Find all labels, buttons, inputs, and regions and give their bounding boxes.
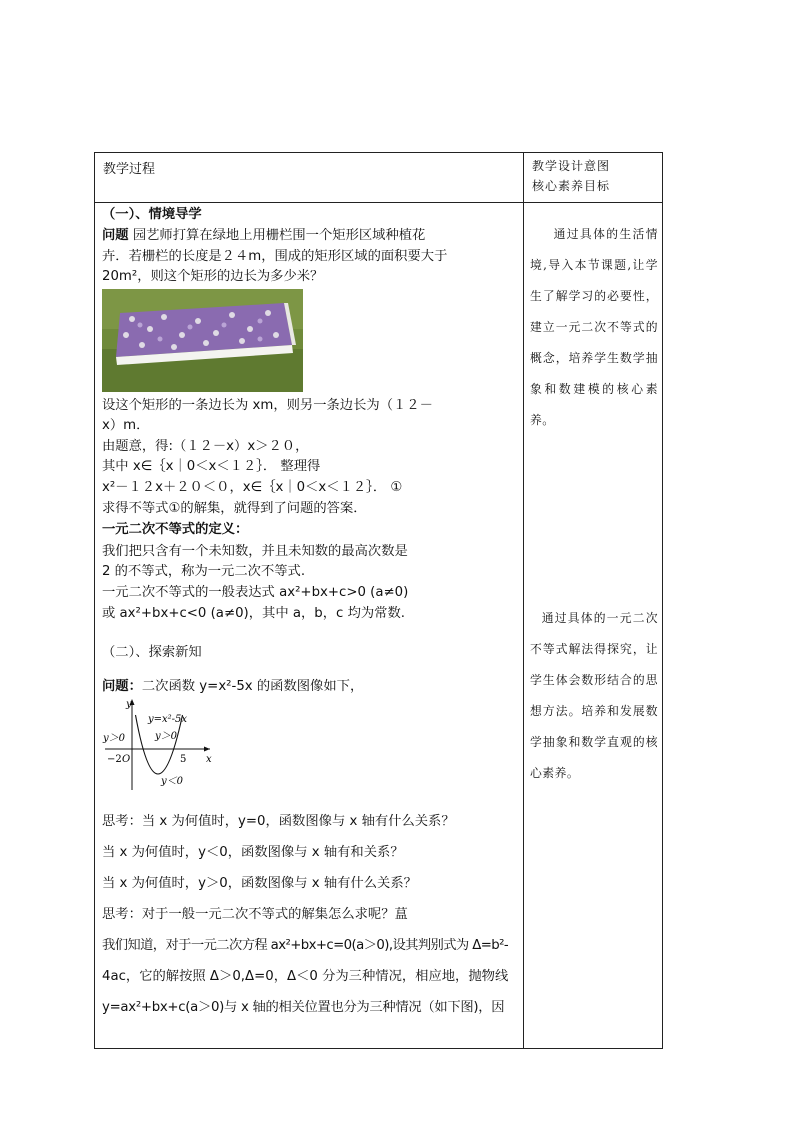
y-negative-label: y＜0 (161, 776, 184, 787)
design-intent-note-1 (530, 219, 658, 436)
setup-line-4: 其中 x∈｛x｜0＜x＜１２｝． 整理得 (102, 459, 321, 474)
x-axis-label: x (206, 754, 212, 765)
tick-5-label: 5 (180, 754, 187, 765)
y-positive-left-label: y＞0 (103, 733, 126, 744)
definition-line-1: 我们把只含有一个未知数，并且未知数的最高次数是 (102, 544, 408, 559)
problem-line-1 (102, 226, 425, 246)
discriminant-line-1: 我们知道，对于一元二次方程 ax²+bx+c=0(a＞0),设其判别式为 Δ=b²- (102, 938, 509, 953)
origin-label: O (122, 754, 131, 765)
discriminant-line-2: 4ac，它的解按照 Δ＞0,Δ=0，Δ＜0 分为三种情况，相应地，抛物线 (102, 969, 509, 984)
section2-problem (102, 677, 363, 697)
header-design-intent (532, 156, 610, 196)
header-right-line2: 核心素养目标 (532, 179, 611, 193)
section2-problem-text: 二次函数 y=x²-5x 的函数图像如下， (141, 679, 364, 694)
definition-title: 一元二次不等式的定义： (102, 522, 249, 537)
design-intent-note-1-text: 通过具体的生活情境,导入本节课题,让学生了解学习的必要性，建立一元二次不等式的概念，培养学生数学抽象和数建模的核心素养。 (530, 227, 658, 427)
header-right-line1: 教学设计意图 (532, 159, 611, 173)
problem-text-1: 园艺师打算在绿地上用栅栏围一个矩形区域种植花 (128, 228, 426, 243)
setup-line-1: 设这个矩形的一条边长为 xm，则另一条边长为（１２－ (102, 398, 433, 413)
discriminant-line-3: y=ax²+bx+c(a＞0)与 x 轴的相关位置也分为三种情况（如下图)，因 (102, 1000, 505, 1015)
problem-label: 问题 (102, 228, 129, 243)
design-intent-note-2-text: 通过具体的一元二次不等式解法得探究，让学生体会数形结合的思想方法。培养和发展数学抽象和数学直观的核心素养。 (530, 611, 658, 780)
think-question-4: 思考：对于一般一元二次不等式的解集怎么求呢？蒀 (102, 907, 408, 922)
section1-title: （一）、情境导学 (102, 207, 202, 222)
think-question-2: 当 x 为何值时，y＜0，函数图像与 x 轴有和关系？ (102, 845, 404, 860)
setup-line-6: 求得不等式①的解集，就得到了问题的答案． (102, 501, 367, 516)
think-question-1: 思考：当 x 为何值时，y=0，函数图像与 x 轴有什么关系？ (102, 814, 455, 829)
flower-bed-photo (102, 289, 303, 392)
parabola-graph (102, 697, 214, 792)
section2-problem-label: 问题： (102, 679, 142, 694)
setup-line-2: x）m． (102, 418, 150, 433)
y-axis-label: y (126, 699, 132, 710)
column-divider (523, 153, 524, 1048)
x-axis-arrow (204, 747, 210, 752)
header-teaching-process: 教学过程 (103, 162, 156, 177)
setup-line-5: x²－１２x＋２０＜０，x∈｛x｜0＜x＜１２｝． ① (102, 480, 403, 495)
definition-line-3: 一元二次不等式的一般表达式 ax²+bx+c>0 (a≠0) (102, 585, 409, 600)
problem-line-3: 20m²，则这个矩形的边长为多少米？ (102, 269, 324, 284)
tick-neg2-label: −2 (107, 754, 122, 765)
problem-line-2: 卉．若栅栏的长度是２４m，围成的矩形区域的面积要大于 (102, 249, 448, 264)
header-divider (95, 202, 662, 203)
function-label: y=x²-5x (148, 714, 188, 725)
y-positive-right-label: y＞0 (155, 731, 178, 742)
definition-line-2: 2 的不等式，称为一元二次不等式. (102, 564, 306, 579)
lesson-table (94, 152, 663, 1049)
section2-title: （二）、探索新知 (102, 645, 202, 660)
think-question-3: 当 x 为何值时，y＞0，函数图像与 x 轴有什么关系？ (102, 876, 417, 891)
design-intent-note-2 (530, 603, 658, 789)
setup-line-3: 由题意，得:（１２－x）x＞２０， (102, 439, 309, 454)
definition-line-4: 或 ax²+bx+c<0 (a≠0)，其中 a，b，c 均为常数. (102, 606, 405, 621)
